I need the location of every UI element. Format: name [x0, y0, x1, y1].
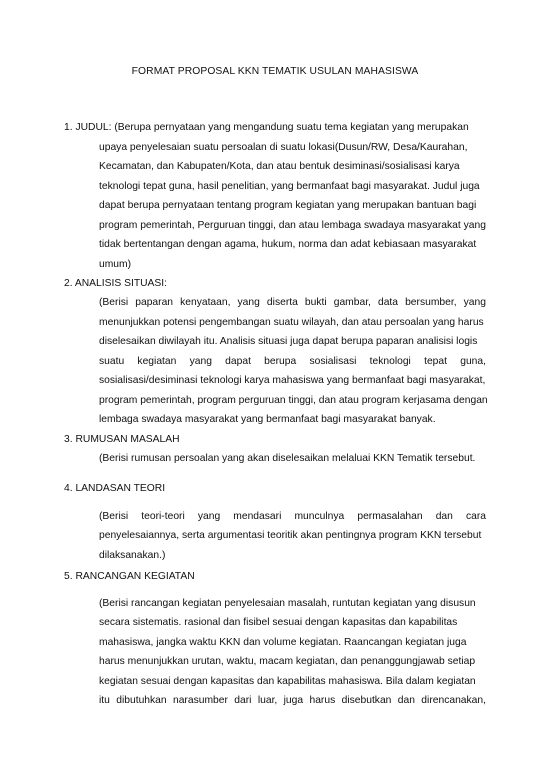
section-2-line-7: lembaga swadaya masyarakat yang bermanfaat bagi masyarakat banyak. — [99, 414, 436, 425]
section-5-line-2: secara sistematis. rasional dan fisibel sesuai dengan kapasitas dan kapabilitas — [99, 617, 458, 628]
section-3-heading: 3. RUMUSAN MASALAH — [64, 434, 180, 445]
section-4-heading: 4. LANDASAN TEORI — [64, 483, 166, 494]
section-5-line-5: kegiatan sesuai dengan kapasitas dan kapabilitas mahasiswa. Bila dalam kegiatan — [99, 676, 476, 687]
page-title: FORMAT PROPOSAL KKN TEMATIK USULAN MAHASISWA — [131, 66, 419, 77]
section-1-line-4: dapat berupa pernyataan tentang program kegiatan yang merupakan bantuan bagi — [99, 200, 477, 211]
section-1-heading: 1. JUDUL: (Berupa pernyataan yang mengandung suatu tema kegiatan yang merupakan — [64, 122, 469, 133]
section-3-line-1: (Berisi rumusan persoalan yang akan diselesaikan melaluai KKN Tematik tersebut. — [99, 453, 476, 464]
section-2-line-3: diselesaikan diwilayah itu. Analisis situasi juga dapat berupa paparan analisisi logis — [99, 336, 478, 347]
section-2-heading: 2. ANALISIS SITUASI: — [64, 278, 168, 289]
section-2-line-6: program pemerintah, program perguruan tinggi, dan atau program kerjasama dengan — [99, 395, 488, 406]
section-5-line-3: mahasiswa, jangka waktu KKN dan volume kegiatan. Raancangan kegiatan juga — [99, 637, 467, 648]
section-5-line-1: (Berisi rancangan kegiatan penyelesaian masalah, runtutan kegiatan yang disusun — [99, 598, 476, 609]
section-4-line-3: dilaksanakan.) — [99, 550, 166, 561]
section-1-line-6: tidak bertentangan dengan agama, hukum, norma dan adat kebiasaan masyarakat — [99, 239, 477, 250]
section-2-line-1: (Berisi paparan kenyataan, yang diserta bukti gambar, data bersumber, yang — [99, 297, 486, 308]
section-4-line-2: penyelesaiannya, serta argumentasi teoritik akan pentingnya program KKN tersebut — [99, 530, 482, 541]
section-2-line-2: menunjukkan potensi pengembangan suatu wilayah, dan atau persoalan yang harus — [99, 317, 484, 328]
section-1-line-5: program pemerintah, Perguruan tinggi, dan atau lembaga swadaya masyarakat yang — [99, 220, 486, 231]
section-4-line-1: (Berisi teori-teori yang mendasari munculnya permasalahan dan cara — [99, 511, 486, 522]
section-2-line-5: sosialisasi/desiminasi teknologi karya mahasiswa yang bermanfaat bagi masyarakat, — [99, 375, 486, 386]
section-2-line-4: suatu kegiatan yang dapat berupa sosialisasi teknologi tepat guna, — [99, 356, 486, 367]
section-1-line-2: Kecamatan, dan Kabupaten/Kota, dan atau bentuk desiminasi/sosialisasi karya — [99, 161, 460, 172]
section-1-line-7: umum) — [99, 259, 132, 270]
section-1-line-1: upaya penyelesaian suatu persoalan di suatu lokasi(Dusun/RW, Desa/Kaurahan, — [99, 142, 468, 153]
section-5-heading: 5. RANCANGAN KEGIATAN — [64, 571, 195, 582]
section-5-line-4: harus menunjukkan urutan, waktu, macam kegiatan, dan penanggungjawab setiap — [99, 656, 476, 667]
section-1-line-3: teknologi tepat guna, hasil penelitian, yang bermanfaat bagi masyarakat. Judul juga — [99, 181, 480, 192]
section-5-line-6: itu dibutuhkan narasumber dari luar, juga harus disebutkan dan direncanakan, — [99, 695, 486, 706]
